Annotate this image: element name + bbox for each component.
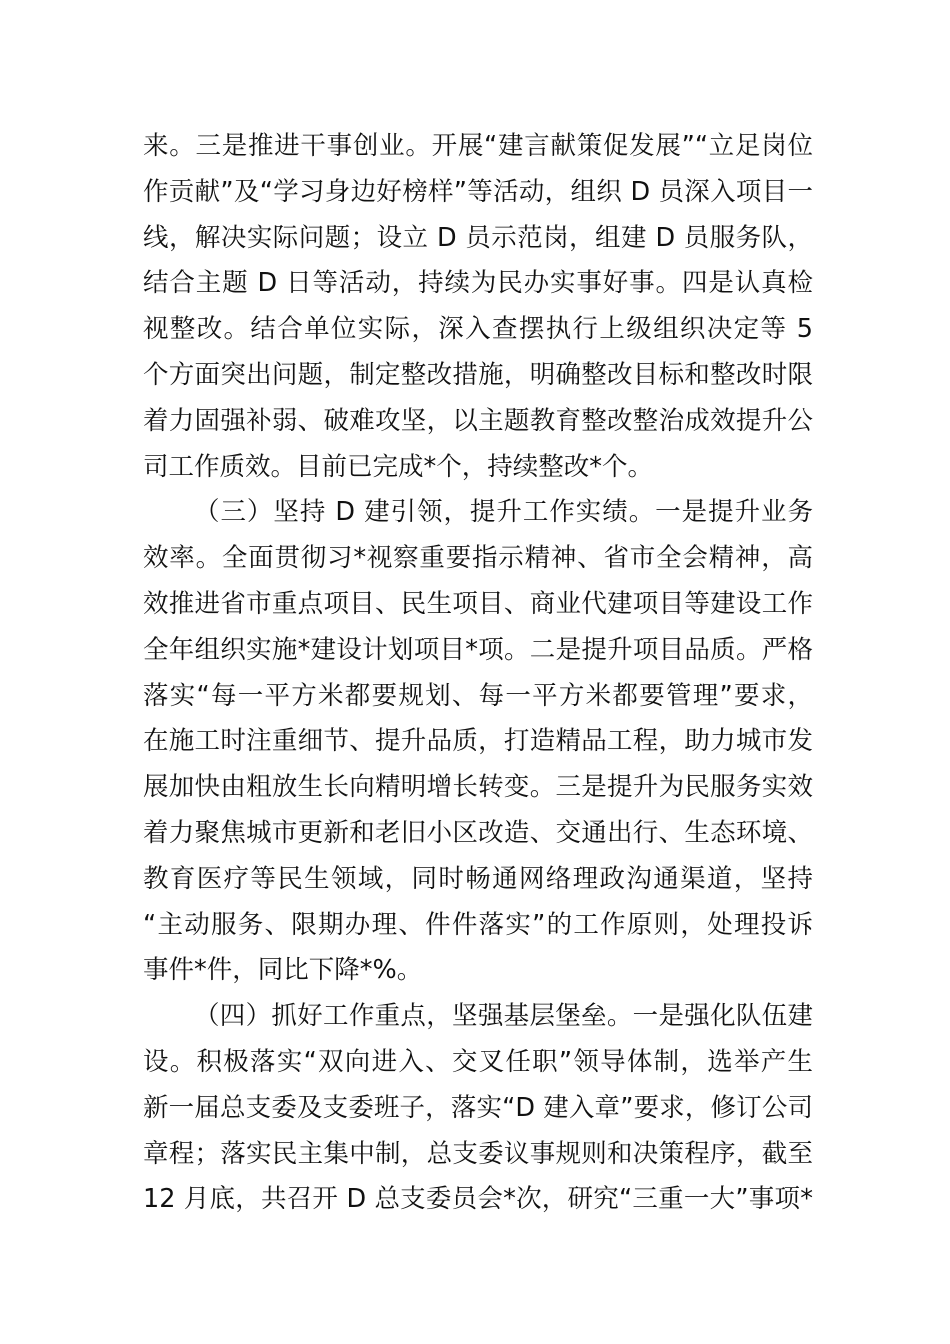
text-line: 着力聚焦城市更新和老旧小区改造、交通出行、生态环境、 [143, 817, 813, 848]
text-line: 效率。全面贯彻习*视察重要指示精神、省市全会精神，高 [143, 543, 813, 574]
text-line: 个方面突出问题，制定整改措施，明确整改目标和整改时限 [143, 359, 813, 390]
text-line: 在施工时注重细节、提升品质，打造精品工程，助力城市发 [143, 726, 813, 757]
text-line: （三）坚持 D 建引领，提升工作实绩。一是提升业务 [194, 497, 813, 528]
text-line: 视整改。结合单位实际，深入查摆执行上级组织决定等 5 [143, 314, 813, 345]
text-line: 作贡献”及“学习身边好榜样”等活动，组织 D 员深入项目一 [143, 176, 813, 207]
text-line: 效推进省市重点项目、民生项目、商业代建项目等建设工作 [143, 588, 813, 619]
text-line: 章程；落实民主集中制，总支委议事规则和决策程序，截至 [143, 1138, 813, 1169]
text-line: 结合主题 D 日等活动，持续为民办实事好事。四是认真检 [143, 268, 813, 299]
paragraph [143, 490, 813, 994]
text-line: 线，解决实际问题；设立 D 员示范岗，组建 D 员服务队， [143, 222, 813, 253]
text-line: 着力固强补弱、破难攻坚，以主题教育整改整治成效提升公 [143, 405, 813, 436]
text-line: 12 月底，共召开 D 总支委员会*次，研究“三重一大”事项* [143, 1184, 813, 1215]
text-line: “主动服务、限期办理、件件落实”的工作原则，处理投诉 [143, 909, 813, 940]
text-line: 司工作质效。目前已完成*个，持续整改*个。 [143, 451, 654, 482]
text-line: 新一届总支委及支委班子，落实“D 建入章”要求，修订公司 [143, 1092, 813, 1123]
text-line: 展加快由粗放生长向精明增长转变。三是提升为民服务实效 [143, 772, 813, 803]
text-line: 落实“每一平方米都要规划、每一平方米都要管理”要求， [143, 680, 813, 711]
text-line: 教育医疗等民生领域，同时畅通网络理政沟通渠道，坚持 [143, 863, 813, 894]
body-text [143, 124, 813, 1223]
paragraph [143, 994, 813, 1223]
paragraph [143, 124, 813, 490]
text-line: 设。积极落实“双向进入、交叉任职”领导体制，选举产生 [143, 1046, 813, 1077]
text-line: 来。三是推进干事创业。开展“建言献策促发展”“立足岗位 [143, 131, 813, 161]
text-line: （四）抓好工作重点，坚强基层堡垒。一是强化队伍建 [194, 1001, 813, 1032]
text-line: 事件*件，同比下降*%。 [143, 955, 423, 986]
text-line: 全年组织实施*建设计划项目*项。二是提升项目品质。严格 [143, 634, 813, 665]
